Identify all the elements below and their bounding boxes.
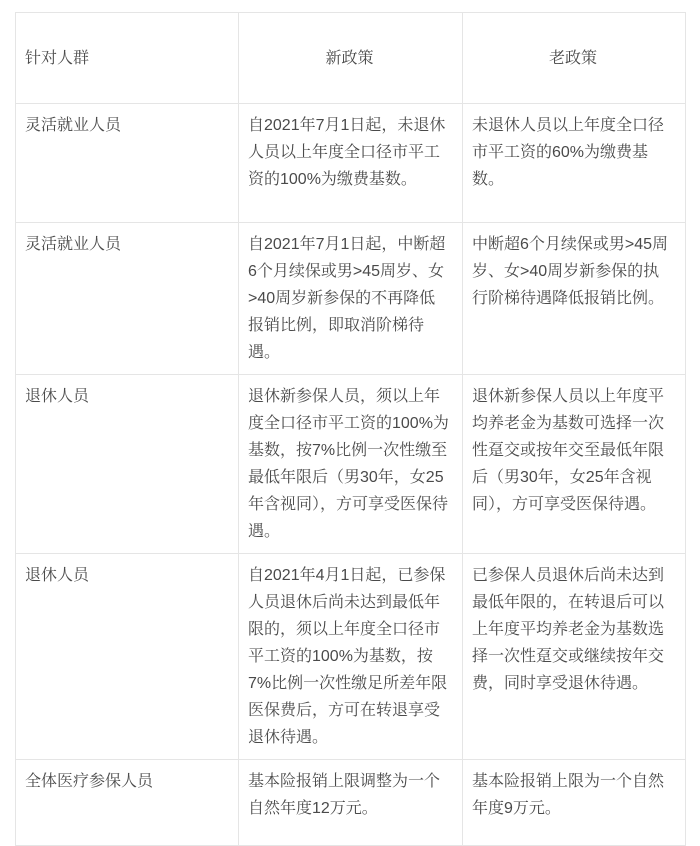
cell-new-policy: 基本险报销上限调整为一个自然年度12万元。: [239, 760, 463, 846]
cell-target-group: 退休人员: [16, 554, 239, 760]
cell-old-policy: 中断超6个月续保或男>45周岁、女>40周岁新参保的执行阶梯待遇降低报销比例。: [463, 223, 686, 375]
header-target-group: 针对人群: [16, 13, 239, 104]
table-row: [16, 760, 686, 846]
table-header-row: [16, 13, 686, 104]
cell-old-policy: 退休新参保人员以上年度平均养老金为基数可选择一次性趸交或按年交至最低年限后（男30年，女25年含视同），方可享受医保待遇。: [463, 375, 686, 554]
header-old-policy: 老政策: [463, 13, 686, 104]
cell-old-policy: 未退休人员以上年度全口径市平工资的60%为缴费基数。: [463, 104, 686, 223]
cell-new-policy: 自2021年4月1日起，已参保人员退休后尚未达到最低年限的，须以上年度全口径市平工资的100%为基数，按7%比例一次性缴足所差年限医保费后，方可在转退享受退休待遇。: [239, 554, 463, 760]
table-row: [16, 223, 686, 375]
policy-comparison-table: [15, 12, 686, 846]
table-row: [16, 375, 686, 554]
table-row: [16, 104, 686, 223]
cell-old-policy: 基本险报销上限为一个自然年度9万元。: [463, 760, 686, 846]
header-new-policy: 新政策: [239, 13, 463, 104]
cell-target-group: 灵活就业人员: [16, 223, 239, 375]
cell-target-group: 灵活就业人员: [16, 104, 239, 223]
cell-target-group: 全体医疗参保人员: [16, 760, 239, 846]
table-row: [16, 554, 686, 760]
cell-old-policy: 已参保人员退休后尚未达到最低年限的，在转退后可以上年度平均养老金为基数选择一次性趸交或继续按年交费，同时享受退休待遇。: [463, 554, 686, 760]
cell-new-policy: 自2021年7月1日起，中断超6个月续保或男>45周岁、女>40周岁新参保的不再降低报销比例，即取消阶梯待遇。: [239, 223, 463, 375]
cell-new-policy: 自2021年7月1日起，未退休人员以上年度全口径市平工资的100%为缴费基数。: [239, 104, 463, 223]
cell-target-group: 退休人员: [16, 375, 239, 554]
cell-new-policy: 退休新参保人员，须以上年度全口径市平工资的100%为基数，按7%比例一次性缴至最低年限后（男30年，女25年含视同），方可享受医保待遇。: [239, 375, 463, 554]
